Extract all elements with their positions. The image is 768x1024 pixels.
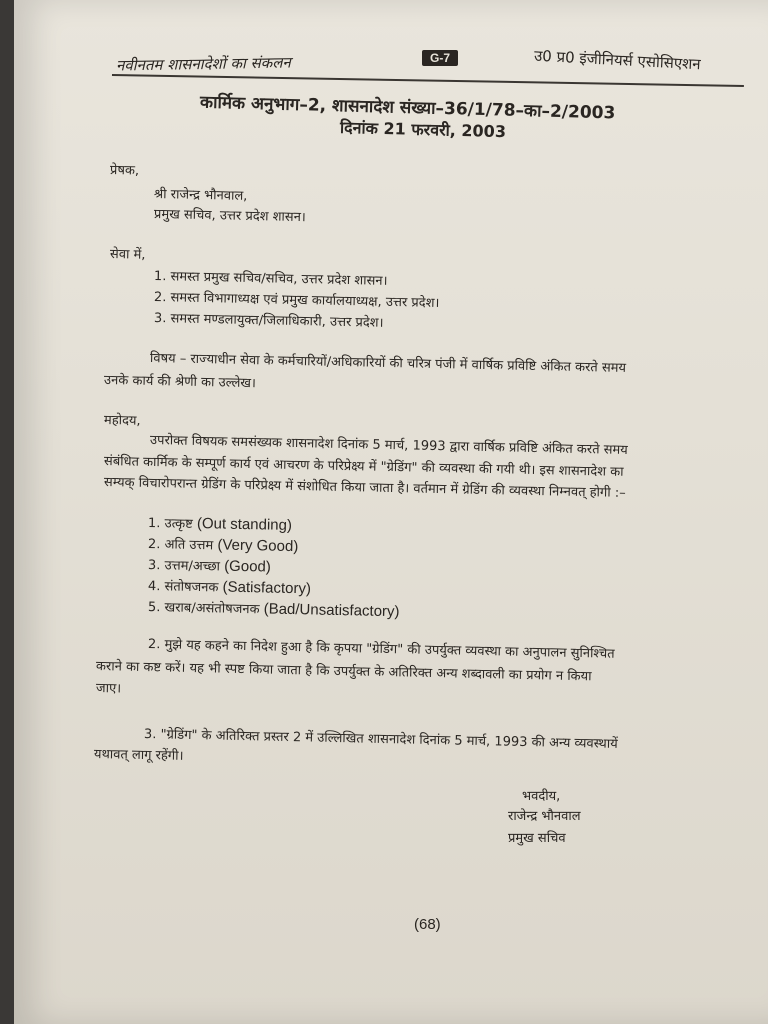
header-section-badge: G-7 xyxy=(422,50,458,66)
grade-item xyxy=(148,556,271,578)
recipients-label: सेवा में, xyxy=(109,247,146,263)
signature-name: राजेन्द्र भौनवाल xyxy=(508,809,581,824)
grade-english: (Bad/Unsatisfactory) xyxy=(263,600,400,621)
subject-line: उनके कार्य की श्रेणी का उल्लेख। xyxy=(103,373,257,392)
paragraph-line: 3. "ग्रेडिंग" के अतिरिक्त प्रस्तर 2 में उल्लिखित शासनादेश दिनांक 5 मार्च, 1993 की अन्य व्यवस्थायें xyxy=(143,727,618,752)
paragraph-line: यथावत् लागू रहेंगी। xyxy=(93,747,184,764)
grade-number: 3. xyxy=(147,558,161,574)
paragraph-line: कराने का कष्ट करें। यह भी स्पष्ट किया जाता है कि उपर्युक्त के अतिरिक्त अन्य शब्दावली का प्रयोग न किया xyxy=(95,659,592,685)
grade-hindi: संतोषजनक xyxy=(164,579,219,596)
paragraph-line: संबंधित कार्मिक के सम्पूर्ण कार्य एवं आचरण के परिप्रेक्ष्य में "ग्रेडिंग" की व्यवस्था की गयी थी। इस शासनादेश का xyxy=(103,454,624,480)
grade-number: 5. xyxy=(147,600,161,616)
grade-english: (Very Good) xyxy=(217,536,299,556)
document-page xyxy=(14,0,768,1024)
paragraph-line: 2. मुझे यह कहने का निदेश हुआ है कि कृपया "ग्रेडिंग" की उपर्युक्त व्यवस्था का अनुपालन सुनिश्चित xyxy=(147,637,615,662)
order-number-title: कार्मिक अनुभाग–2, शासनादेश संख्या–36/1/78–का–2/2003 xyxy=(199,92,616,124)
recipient-item: 1. समस्त प्रमुख सचिव/सचिव, उत्तर प्रदेश शासन। xyxy=(153,269,388,289)
paragraph-line: उपरोक्त विषयक समसंख्यक शासनादेश दिनांक 5 मार्च, 1993 द्वारा वार्षिक प्रविष्टि अंकित करते समय xyxy=(149,433,628,459)
grade-english: (Good) xyxy=(223,557,272,576)
order-date-title: दिनांक 21 फरवरी, 2003 xyxy=(339,117,507,142)
sender-designation: प्रमुख सचिव, उत्तर प्रदेश शासन। xyxy=(153,207,306,226)
recipient-item: 2. समस्त विभागाध्यक्ष एवं प्रमुख कार्यालयाध्यक्ष, उत्तर प्रदेश। xyxy=(153,290,440,311)
sender-label: प्रेषक, xyxy=(109,163,140,179)
grade-hindi: खराब/असंतोषजनक xyxy=(164,600,260,618)
grade-number: 2. xyxy=(147,537,161,553)
paragraph-line: जाए। xyxy=(95,681,122,697)
grade-english: (Out standing) xyxy=(196,515,293,535)
page-number: (68) xyxy=(414,916,441,933)
subject-line: विषय – राज्याधीन सेवा के कर्मचारियों/अधिकारियों की चरित्र पंजी में वार्षिक प्रविष्टि अंकित करते समय xyxy=(149,351,627,376)
grade-item xyxy=(148,577,311,599)
grade-hindi: अति उत्तम xyxy=(164,537,214,554)
grade-item xyxy=(148,598,400,622)
recipient-item: 3. समस्त मण्डलायुक्त/जिलाधिकारी, उत्तर प्रदेश। xyxy=(153,311,384,331)
paragraph-line: सम्यक् विचारोपरान्त ग्रेडिंग के परिप्रेक्ष्य में संशोधित किया जाता है। वर्तमान में ग्रेडिंग की व्यवस्था निम्नवत् होगी :– xyxy=(103,475,626,501)
sender-name: श्री राजेन्द्र भौनवाल, xyxy=(153,187,248,204)
grade-item xyxy=(148,535,299,557)
signature-designation: प्रमुख सचिव xyxy=(508,831,566,846)
grade-number: 1. xyxy=(147,516,161,532)
header-compilation-title: नवीनतम शासनादेशों का संकलन xyxy=(115,53,291,75)
grade-hindi: उत्कृष्ट xyxy=(164,516,193,532)
header-association-name: उ0 प्र0 इंजीनियर्स एसोसिएशन xyxy=(533,46,702,74)
grade-number: 4. xyxy=(147,579,161,595)
grade-english: (Satisfactory) xyxy=(222,578,312,598)
signature-closing: भवदीय, xyxy=(522,789,561,804)
header-divider xyxy=(112,74,744,87)
grade-hindi: उत्तम/अच्छा xyxy=(164,558,221,575)
grade-item xyxy=(148,514,292,536)
salutation: महोदय, xyxy=(103,413,141,429)
